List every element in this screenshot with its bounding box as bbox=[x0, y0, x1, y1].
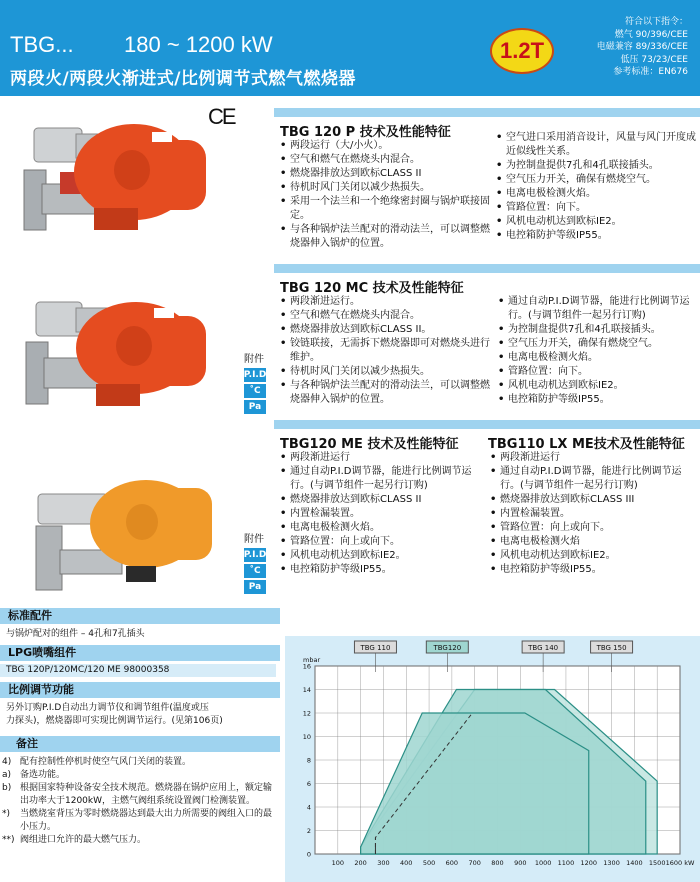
pressure-accessory: Pa bbox=[244, 580, 266, 594]
model-title: TBG... bbox=[10, 32, 74, 57]
list-item: • 电控箱防护等级IP55。 bbox=[280, 563, 484, 577]
feature-list-left bbox=[280, 295, 494, 407]
list-item: • 内置检漏装置。 bbox=[490, 507, 698, 521]
list-item: • 采用一个法兰和一个绝缘密封圈与锅炉联接固定。 bbox=[280, 195, 490, 223]
note-item bbox=[0, 756, 280, 769]
x-tick-label: 1500 bbox=[648, 859, 666, 867]
cert-line: 燃气 90/396/CEE bbox=[614, 29, 688, 40]
burner-image-mc bbox=[14, 292, 214, 422]
list-item: • 燃烧器排放达到欧标CLASS II。 bbox=[280, 323, 494, 337]
y-tick-label: 4 bbox=[306, 803, 311, 812]
note-text: 阀组进口允许的最大燃气压力。 bbox=[20, 835, 147, 845]
panel-title: TBG 120 P 技术及性能特征 bbox=[280, 125, 451, 140]
accessories-title: 附件 bbox=[244, 354, 264, 365]
list-item: • 空气压力开关，确保有燃烧空气。 bbox=[496, 173, 698, 187]
accessories-me bbox=[244, 530, 266, 596]
list-item: • 管路位置：向上或向下。 bbox=[490, 521, 698, 535]
list-item: • 空气压力开关，确保有燃烧空气。 bbox=[498, 337, 698, 351]
note-text: 配有控制性停机时使空气风门关闭的装置。 bbox=[20, 757, 192, 767]
panel-bar bbox=[274, 108, 700, 117]
list-item: • 风机电动机达到欧标IE2。 bbox=[498, 379, 698, 393]
list-item: • 待机时风门关闭以减少热损失。 bbox=[280, 181, 490, 195]
note-key: a) bbox=[2, 770, 12, 780]
x-tick-label: 200 bbox=[354, 859, 367, 867]
x-tick-label: 1400 bbox=[626, 859, 643, 867]
panel-bar bbox=[274, 420, 700, 429]
x-tick-label: 400 bbox=[400, 859, 413, 867]
note-text: 根据国家特种设备安全技术规范。燃烧器在锅炉应用上，额定输出功率大于1200kW，主燃气阀组系统设置阀门检测装置。 bbox=[20, 783, 273, 806]
series-label-text: TBG120 bbox=[433, 644, 462, 652]
y-axis-label: mbar bbox=[303, 656, 321, 664]
notes-title: 备注 bbox=[0, 736, 280, 752]
x-tick-label: 1200 bbox=[580, 859, 598, 867]
list-item: • 燃烧器排放达到欧标CLASS II bbox=[280, 167, 490, 181]
feature-list-right bbox=[498, 295, 698, 407]
x-tick-label: 1300 bbox=[603, 859, 620, 867]
feature-list-left bbox=[280, 451, 484, 577]
x-tick-label: 900 bbox=[514, 859, 527, 867]
modulation-header: 比例调节功能 bbox=[0, 682, 280, 698]
capacity-chart bbox=[285, 636, 700, 882]
series-label-text: TBG 110 bbox=[360, 644, 391, 652]
list-item: • 燃烧器排放达到欧标CLASS II bbox=[280, 493, 484, 507]
header-banner bbox=[0, 0, 700, 96]
list-item: • 两段渐进运行 bbox=[280, 451, 484, 465]
list-item: • 通过自动P.I.D调节器，能进行比例调节运行。(与调节组件一起另行订购) bbox=[490, 465, 698, 493]
burner-image-p bbox=[14, 110, 214, 255]
series-label-text: TBG 150 bbox=[596, 644, 627, 652]
note-text: 当燃烧室背压为零时燃烧器达到最大出力所需要的阀组入口的最小压力。 bbox=[20, 809, 273, 832]
list-item: • 空气进口采用消音设计，风量与风门开度成近似线性关系。 bbox=[496, 131, 698, 159]
series-label bbox=[426, 641, 468, 653]
x-tick-label: 800 bbox=[491, 859, 504, 867]
list-item: • 为控制盘提供7孔和4孔联接插头。 bbox=[498, 323, 698, 337]
y-tick-label: 8 bbox=[306, 756, 311, 765]
list-item: • 两段运行（大/小火）。 bbox=[280, 139, 490, 153]
x-tick-label: 500 bbox=[422, 859, 436, 867]
series-label bbox=[354, 641, 396, 653]
y-tick-label: 0 bbox=[306, 850, 311, 859]
certification-block bbox=[597, 16, 688, 79]
list-item: • 电控箱防护等级IP55。 bbox=[498, 393, 698, 407]
series-label bbox=[591, 641, 633, 653]
temperature-accessory: ˚C bbox=[244, 384, 266, 398]
modulation-line: 另外订购P.I.D自动出力调节仪和调节组件(温度或压 bbox=[6, 703, 209, 713]
x-tick-label: 600 bbox=[445, 859, 459, 867]
list-item: • 待机时风门关闭以减少热损失。 bbox=[280, 365, 494, 379]
list-item: • 电离电极检测火焰 bbox=[490, 535, 698, 549]
panel-title-right: TBG110 LX ME技术及性能特征 bbox=[488, 437, 685, 452]
list-item: • 燃烧器排放达到欧标CLASS III bbox=[490, 493, 698, 507]
temperature-accessory: ˚C bbox=[244, 564, 266, 578]
standard-accessories-header: 标准配件 bbox=[0, 608, 280, 624]
list-item: • 管路位置：向上或向下。 bbox=[280, 535, 484, 549]
feature-list-left bbox=[280, 139, 490, 251]
list-item: • 空气和燃气在燃烧头内混合。 bbox=[280, 153, 490, 167]
list-item: • 为控制盘提供7孔和4孔联接插头。 bbox=[496, 159, 698, 173]
power-range: 180 ~ 1200 kW bbox=[124, 32, 273, 57]
accessories-mc bbox=[244, 350, 266, 416]
x-tick-label: 1100 bbox=[557, 859, 575, 867]
list-item: • 与各种锅炉法兰配对的滑动法兰，可以调整燃烧器伸入锅炉的位置。 bbox=[280, 223, 490, 251]
cert-line: 符合以下指令： bbox=[624, 17, 688, 27]
cert-line: 低压 73/23/CEE bbox=[620, 54, 688, 65]
list-item: • 两段渐进运行。 bbox=[280, 295, 494, 309]
x-tick-label: 1600 kW bbox=[665, 859, 695, 867]
panel-title-left: TBG120 ME 技术及性能特征 bbox=[280, 437, 459, 452]
pid-accessory: P.I.D bbox=[243, 550, 267, 560]
panel-tbg120me bbox=[274, 420, 700, 609]
note-key: *) bbox=[2, 809, 11, 819]
list-item: • 与各种锅炉法兰配对的滑动法兰，可以调整燃烧器伸入锅炉的位置。 bbox=[280, 379, 494, 407]
x-tick-label: 1000 bbox=[534, 859, 552, 867]
note-item bbox=[0, 769, 280, 782]
list-item: • 通过自动P.I.D调节器，能进行比例调节运行。(与调节组件一起另行订购) bbox=[498, 295, 698, 323]
list-item: • 电控箱防护等级IP55。 bbox=[496, 229, 698, 243]
list-item: • 铰链联接，无需拆下燃烧器即可对燃烧头进行维护。 bbox=[280, 337, 494, 365]
y-tick-label: 12 bbox=[302, 709, 311, 718]
feature-list-right bbox=[490, 451, 698, 577]
pressure-accessory: Pa bbox=[244, 400, 266, 414]
panel-bar bbox=[274, 264, 700, 273]
cert-line: 电磁兼容 89/336/CEE bbox=[596, 42, 688, 52]
list-item: • 通过自动P.I.D调节器，能进行比例调节运行。(与调节组件一起另行订购) bbox=[280, 465, 484, 493]
panel-tbg120mc bbox=[274, 264, 700, 423]
list-item: • 电控箱防护等级IP55。 bbox=[490, 563, 698, 577]
panel-title: TBG 120 MC 技术及性能特征 bbox=[280, 281, 464, 296]
y-tick-label: 2 bbox=[306, 827, 311, 835]
series-label-text: TBG 140 bbox=[528, 644, 559, 652]
note-text: 备选功能。 bbox=[20, 770, 66, 780]
series-label bbox=[522, 641, 564, 653]
note-key: 4) bbox=[2, 757, 12, 767]
x-tick-label: 100 bbox=[331, 859, 345, 867]
list-item: • 管路位置：向下。 bbox=[496, 201, 698, 215]
note-item bbox=[0, 782, 280, 808]
y-tick-label: 6 bbox=[306, 780, 311, 788]
note-item bbox=[0, 808, 280, 834]
model-badge: 1.2T bbox=[490, 28, 554, 74]
panel-tbg120p bbox=[274, 108, 700, 267]
note-key: b) bbox=[2, 783, 12, 793]
lpg-kit-line: TBG 120P/120MC/120 ME 98000358 bbox=[0, 664, 276, 677]
list-item: • 电离电极检测火焰。 bbox=[280, 521, 484, 535]
modulation-line: 力探头)，燃烧器即可实现比例调节运行。(见第106页) bbox=[6, 716, 223, 726]
list-item: • 电离电极检测火焰。 bbox=[498, 351, 698, 365]
note-key: **) bbox=[2, 835, 15, 845]
y-tick-label: 14 bbox=[302, 686, 311, 694]
list-item: • 风机电动机达到欧标IE2。 bbox=[280, 549, 484, 563]
page-subtitle: 两段火/两段火渐进式/比例调节式燃气燃烧器 bbox=[10, 69, 356, 89]
notes-section bbox=[0, 736, 280, 847]
accessories-title: 附件 bbox=[244, 534, 264, 545]
lpg-kit-header: LPG喷嘴组件 bbox=[0, 645, 280, 661]
list-item: • 管路位置：向下。 bbox=[498, 365, 698, 379]
note-item bbox=[0, 834, 280, 847]
list-item: • 风机电动机达到欧标IE2。 bbox=[496, 215, 698, 229]
list-item: • 空气和燃气在燃烧头内混合。 bbox=[280, 309, 494, 323]
list-item: • 内置检漏装置。 bbox=[280, 507, 484, 521]
ce-mark: CE bbox=[208, 104, 235, 129]
x-tick-label: 300 bbox=[377, 859, 390, 867]
feature-list-right bbox=[496, 131, 698, 243]
list-item: • 电离电极检测火焰。 bbox=[496, 187, 698, 201]
list-item: • 风机电动机达到欧标IE2。 bbox=[490, 549, 698, 563]
y-tick-label: 16 bbox=[302, 662, 311, 671]
list-item: • 两段渐进运行 bbox=[490, 451, 698, 465]
x-tick-label: 700 bbox=[468, 859, 481, 867]
cert-line: 参考标准：EN676 bbox=[613, 67, 688, 77]
chart-svg bbox=[285, 636, 700, 882]
y-tick-label: 10 bbox=[302, 733, 311, 741]
standard-accessories-line: 与锅炉配对的组件 – 4孔和7孔插头 bbox=[6, 629, 145, 639]
burner-image-me bbox=[26, 470, 216, 600]
pid-accessory: P.I.D bbox=[243, 370, 267, 380]
